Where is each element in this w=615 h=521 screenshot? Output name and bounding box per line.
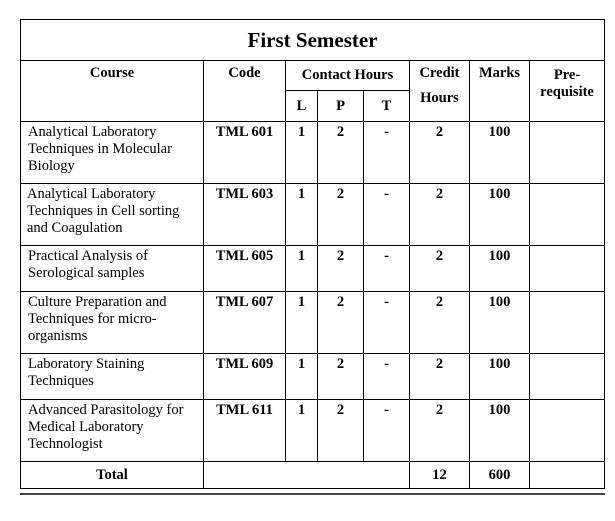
total-empty [204,462,410,489]
course-line: organisms [28,328,88,344]
course-name [21,292,204,354]
bottom-rule [20,493,605,495]
tutorial-hours: - [364,122,410,184]
credit-hours: 2 [410,400,470,462]
course-name [21,400,204,462]
lecture-hours: 1 [286,292,318,354]
table-row [21,400,605,462]
prerequisite [530,354,605,400]
practical-hours: 2 [318,292,364,354]
table-row [21,122,605,184]
course-line: Medical Laboratory [28,419,144,435]
credit-hours: 2 [410,122,470,184]
marks: 100 [470,292,530,354]
header-hours: Hours [420,90,459,106]
course-line: Analytical Laboratory [27,186,156,202]
marks: 100 [470,122,530,184]
prerequisite [530,184,605,246]
marks: 100 [470,400,530,462]
header-contact-hours: Contact Hours [286,61,410,91]
prerequisite [530,246,605,292]
course-line: Advanced Parasitology for [28,402,184,418]
practical-hours: 2 [318,354,364,400]
prerequisite [530,292,605,354]
course-name [21,122,204,184]
header-credit-hours [410,61,470,122]
header-t: T [364,91,410,122]
header-prereq-line2: requisite [540,84,594,100]
tutorial-hours: - [364,292,410,354]
course-code: TML 601 [204,122,286,184]
credit-hours: 2 [410,292,470,354]
credit-hours: 2 [410,184,470,246]
tutorial-hours: - [364,184,410,246]
course-code: TML 607 [204,292,286,354]
tutorial-hours: - [364,400,410,462]
total-row [21,462,605,489]
table-row [21,246,605,292]
marks: 100 [470,184,530,246]
course-line: Techniques in Cell sorting [27,203,180,219]
course-line: Techniques [28,373,94,389]
practical-hours: 2 [318,400,364,462]
tutorial-hours: - [364,354,410,400]
course-line: Practical Analysis of [28,248,149,264]
lecture-hours: 1 [286,122,318,184]
credit-hours: 2 [410,354,470,400]
first-semester-table [20,19,605,489]
table-row [21,184,605,246]
course-line: Biology [28,158,75,174]
course-line: Culture Preparation and [28,294,167,310]
header-marks: Marks [470,61,530,122]
header-l: L [286,91,318,122]
course-code: TML 611 [204,400,286,462]
course-line: Techniques in Molecular [28,141,172,157]
marks: 100 [470,246,530,292]
course-code: TML 609 [204,354,286,400]
prerequisite [530,400,605,462]
course-line: Analytical Laboratory [28,124,157,140]
course-name [21,354,204,400]
course-name [21,184,204,246]
course-line: Laboratory Staining [28,356,145,372]
prerequisite [530,122,605,184]
practical-hours: 2 [318,246,364,292]
table-row [21,354,605,400]
course-code: TML 603 [204,184,286,246]
course-code: TML 605 [204,246,286,292]
practical-hours: 2 [318,122,364,184]
total-label: Total [21,462,204,489]
lecture-hours: 1 [286,184,318,246]
header-code: Code [204,61,286,122]
course-line: Serological samples [28,265,145,281]
total-marks: 600 [470,462,530,489]
total-credit: 12 [410,462,470,489]
course-line: Techniques for micro- [28,311,157,327]
header-prereq-line1: Pre- [553,67,581,83]
table-row [21,292,605,354]
practical-hours: 2 [318,184,364,246]
header-prerequisite [530,61,605,122]
header-p: P [318,91,364,122]
course-name [21,246,204,292]
marks: 100 [470,354,530,400]
header-credit: Credit [419,65,460,81]
lecture-hours: 1 [286,246,318,292]
tutorial-hours: - [364,246,410,292]
total-prerequisite [530,462,605,489]
lecture-hours: 1 [286,354,318,400]
table-title: First Semester [21,20,605,61]
course-line: and Coagulation [27,220,123,236]
lecture-hours: 1 [286,400,318,462]
course-line: Technologist [28,436,103,452]
credit-hours: 2 [410,246,470,292]
header-course: Course [21,61,204,122]
